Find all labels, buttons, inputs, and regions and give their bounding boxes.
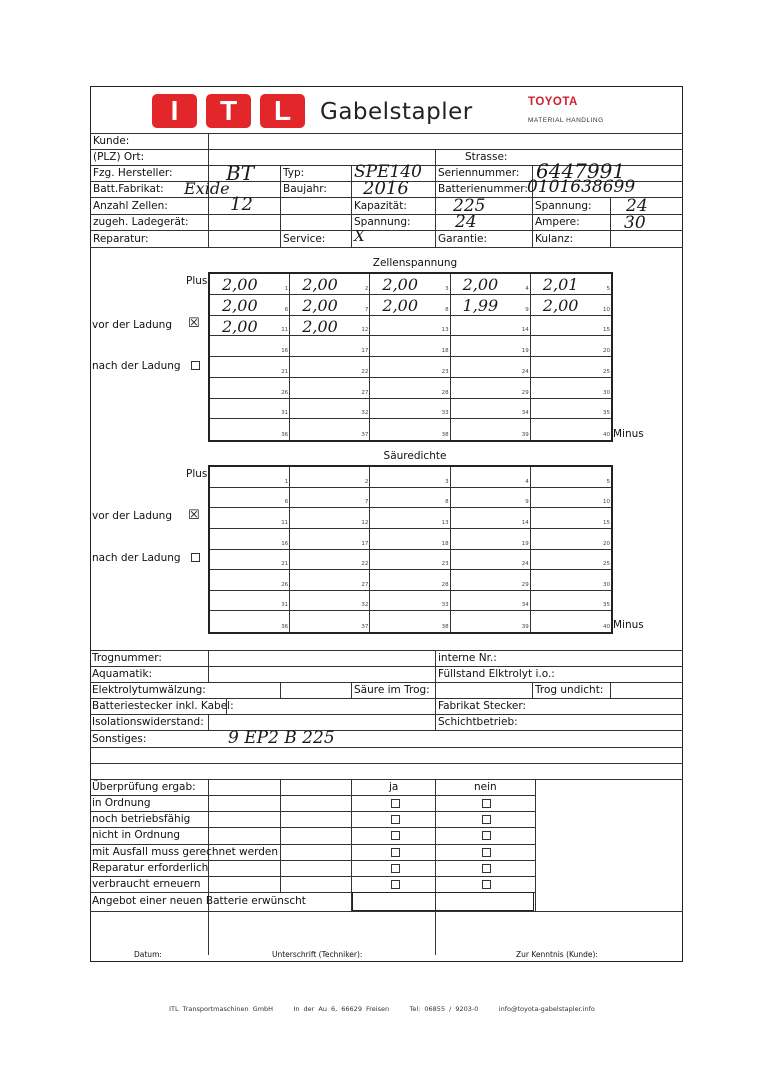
- cell-21[interactable]: [210, 357, 290, 378]
- cell-voltage-value: 2,00: [382, 275, 419, 294]
- pruefung-nein-checkbox[interactable]: [482, 831, 491, 840]
- label-baujahr: Baujahr:: [283, 183, 327, 195]
- cell-number: 17: [361, 540, 369, 547]
- cell-voltage-value: 2,00: [382, 295, 419, 315]
- cell-voltage-value: 2,00: [302, 275, 338, 294]
- cell-37[interactable]: [290, 419, 370, 440]
- cell-30[interactable]: [531, 378, 611, 399]
- cell-33[interactable]: [370, 399, 450, 420]
- cell-number: 10: [602, 499, 610, 506]
- footer-tel: Tel: 06855 / 9203-0: [409, 1005, 479, 1013]
- pruefung-ja-checkbox[interactable]: [391, 864, 400, 873]
- cell-19[interactable]: [451, 529, 531, 550]
- cell-1[interactable]: [210, 467, 290, 488]
- cell-number: 40: [602, 432, 610, 438]
- pruefung-nein-checkbox[interactable]: [482, 880, 491, 889]
- cell-number: 39: [521, 624, 529, 630]
- cell-31[interactable]: [210, 591, 290, 612]
- cell-number: 11: [281, 327, 289, 334]
- pruefung-nein-header: nein: [474, 781, 497, 793]
- cell-number: 28: [441, 389, 449, 396]
- cell-number: 37: [361, 624, 369, 630]
- cell-voltage-value: 2,00: [542, 295, 579, 315]
- cell-7[interactable]: [290, 295, 370, 316]
- cell-34[interactable]: [451, 591, 531, 612]
- label-reparatur: Reparatur:: [93, 233, 149, 245]
- cell-number: 25: [602, 368, 610, 375]
- cell-number: 12: [361, 519, 369, 526]
- sd-nach-checkbox[interactable]: [191, 553, 200, 562]
- cell-number: 38: [441, 624, 449, 630]
- label-sonstiges: Sonstiges:: [92, 733, 147, 745]
- cell-number: 9: [525, 499, 529, 506]
- cell-number: 35: [602, 602, 610, 609]
- cell-38[interactable]: [370, 611, 450, 632]
- cell-number: 4: [525, 285, 529, 292]
- cell-number: 9: [525, 306, 529, 313]
- label-typ: Typ:: [283, 167, 305, 179]
- cell-28[interactable]: [370, 378, 450, 399]
- cell-34[interactable]: [451, 399, 531, 420]
- zs-plus-label: Plus: [186, 275, 208, 287]
- cell-2[interactable]: [290, 467, 370, 488]
- cell-11[interactable]: [210, 316, 290, 337]
- cell-8[interactable]: [370, 295, 450, 316]
- cell-21[interactable]: [210, 550, 290, 571]
- label-kapazitaet: Kapazität:: [354, 200, 407, 212]
- cell-number: 18: [441, 348, 449, 354]
- cell-29[interactable]: [451, 570, 531, 591]
- cell-29[interactable]: [451, 378, 531, 399]
- label-trognummer: Trognummer:: [92, 652, 162, 664]
- label-spannung-middle: Spannung:: [354, 216, 411, 228]
- cell-voltage-value: 2,00: [222, 275, 258, 294]
- sd-plus-label: Plus: [186, 468, 208, 480]
- cell-40[interactable]: [531, 419, 611, 440]
- cell-11[interactable]: [210, 508, 290, 529]
- sd-vor-checkbox-checked[interactable]: ☒: [188, 508, 200, 523]
- label-aquamatik: Aquamatik:: [92, 668, 153, 680]
- footer-address: In der Au 6, 66629 Freisen: [293, 1005, 390, 1013]
- value-batterienummer: 0101638699: [527, 177, 636, 197]
- cell-12[interactable]: [290, 508, 370, 529]
- label-spannung-right: Spannung:: [535, 200, 592, 212]
- toyota-logo: TOYOTA: [528, 96, 578, 108]
- cell-18[interactable]: [370, 336, 450, 357]
- label-isolation: Isolationswiderstand:: [92, 716, 204, 728]
- cell-number: 21: [281, 561, 289, 568]
- value-sonstiges: 9 EP2 B 225: [228, 728, 335, 748]
- cell-number: 18: [441, 540, 449, 547]
- saeuredichte-title: Säuredichte: [383, 450, 447, 462]
- cell-number: 3: [445, 478, 449, 485]
- cell-number: 5: [606, 285, 610, 292]
- cell-number: 7: [364, 499, 369, 506]
- brand-name: Gabelstapler: [320, 99, 473, 125]
- cell-31[interactable]: [210, 399, 290, 420]
- cell-number: 2: [364, 478, 369, 485]
- cell-number: 27: [361, 389, 369, 396]
- cell-number: 30: [602, 389, 610, 396]
- saeuredichte-grid: [208, 465, 613, 634]
- pruefung-item-label: in Ordnung: [92, 797, 151, 809]
- cell-number: 28: [441, 581, 449, 588]
- cell-voltage-value: 2,00: [302, 295, 338, 315]
- cell-voltage-value: 2,00: [302, 316, 338, 336]
- cell-35[interactable]: [531, 591, 611, 612]
- cell-number: 36: [281, 624, 289, 630]
- cell-number: 17: [361, 348, 369, 354]
- logo-letter-i: I: [152, 94, 197, 128]
- pruefung-ja-header: ja: [389, 781, 399, 793]
- label-interne-nr: interne Nr.:: [438, 652, 497, 664]
- cell-10[interactable]: [531, 295, 611, 316]
- sd-nach-label: nach der Ladung: [92, 552, 181, 564]
- pruefung-item-label: verbraucht erneuern: [92, 878, 201, 890]
- cell-number: 34: [521, 602, 529, 609]
- cell-number: 6: [284, 499, 289, 506]
- cell-25[interactable]: [531, 550, 611, 571]
- cell-36[interactable]: [210, 419, 290, 440]
- cell-number: 31: [281, 410, 289, 417]
- pruefung-nein-checkbox[interactable]: [482, 815, 491, 824]
- cell-number: 23: [441, 561, 449, 568]
- cell-number: 38: [441, 432, 449, 438]
- cell-24[interactable]: [451, 357, 531, 378]
- cell-number: 20: [602, 348, 610, 354]
- cell-27[interactable]: [290, 570, 370, 591]
- label-anzahl-zellen: Anzahl Zellen:: [93, 200, 168, 212]
- value-spannung-right: 24: [626, 196, 648, 216]
- cell-14[interactable]: [451, 316, 531, 337]
- cell-7[interactable]: [290, 488, 370, 509]
- cell-number: 11: [281, 519, 289, 526]
- pruefung-ja-checkbox[interactable]: [391, 880, 400, 889]
- zellenspannung-grid: [208, 272, 613, 442]
- cell-number: 26: [281, 581, 289, 588]
- label-trog-undicht: Trog undicht:: [535, 684, 604, 696]
- cell-number: 12: [361, 327, 369, 334]
- label-plz-ort: (PLZ) Ort:: [93, 151, 145, 163]
- cell-number: 1: [284, 285, 289, 292]
- cell-number: 32: [361, 602, 369, 609]
- cell-number: 23: [441, 368, 449, 375]
- logo-letter-t: T: [206, 94, 251, 128]
- cell-number: 19: [521, 348, 529, 354]
- cell-25[interactable]: [531, 357, 611, 378]
- cell-37[interactable]: [290, 611, 370, 632]
- page-footer: [0, 1005, 764, 1013]
- cell-number: 27: [361, 581, 369, 588]
- cell-number: 33: [441, 602, 449, 609]
- cell-number: 8: [445, 499, 449, 506]
- cell-20[interactable]: [531, 529, 611, 550]
- value-typ: SPE140: [354, 162, 422, 182]
- value-baujahr: 2016: [363, 178, 409, 199]
- cell-13[interactable]: [370, 316, 450, 337]
- value-ampere: 30: [624, 213, 646, 233]
- cell-number: 6: [284, 306, 289, 313]
- pruefung-ja-checkbox[interactable]: [391, 799, 400, 808]
- cell-number: 30: [602, 581, 610, 588]
- cell-15[interactable]: [531, 508, 611, 529]
- footer-company: ITL Transportmaschinen GmbH: [169, 1005, 274, 1013]
- cell-number: 21: [281, 368, 289, 375]
- cell-voltage-value: 2,00: [222, 295, 258, 315]
- cell-23[interactable]: [370, 550, 450, 571]
- label-batterienummer: Batterienummer:: [438, 183, 528, 195]
- label-kunde: Kunde:: [93, 135, 130, 147]
- cell-number: 37: [361, 432, 369, 438]
- value-seriennummer: 6447991: [536, 159, 626, 183]
- logo-letter-l: L: [260, 94, 305, 128]
- pruefung-nein-checkbox[interactable]: [482, 864, 491, 873]
- label-seriennummer: Seriennummer:: [438, 167, 520, 179]
- cell-number: 14: [521, 327, 529, 334]
- cell-number: 34: [521, 410, 529, 417]
- cell-22[interactable]: [290, 357, 370, 378]
- cell-16[interactable]: [210, 529, 290, 550]
- cell-17[interactable]: [290, 336, 370, 357]
- cell-1[interactable]: [210, 274, 290, 295]
- sd-vor-label: vor der Ladung: [92, 510, 172, 522]
- cell-8[interactable]: [370, 488, 450, 509]
- cell-27[interactable]: [290, 378, 370, 399]
- cell-39[interactable]: [451, 611, 531, 632]
- cell-number: 3: [445, 285, 449, 292]
- cell-number: 36: [281, 432, 289, 438]
- cell-38[interactable]: [370, 419, 450, 440]
- cell-5[interactable]: [531, 467, 611, 488]
- value-service: X: [354, 227, 365, 245]
- cell-20[interactable]: [531, 336, 611, 357]
- cell-number: 7: [364, 306, 369, 313]
- pruefung-nein-checkbox[interactable]: [482, 848, 491, 857]
- pruefung-item-label: noch betriebsfähig: [92, 813, 191, 825]
- cell-number: 24: [521, 368, 529, 375]
- cell-number: 15: [602, 519, 610, 526]
- cell-28[interactable]: [370, 570, 450, 591]
- cell-number: 16: [281, 540, 289, 547]
- cell-22[interactable]: [290, 550, 370, 571]
- value-anzahl-zellen: 12: [230, 194, 253, 215]
- cell-9[interactable]: [451, 488, 531, 509]
- cell-number: 33: [441, 410, 449, 417]
- label-strasse: Strasse:: [465, 151, 508, 163]
- cell-10[interactable]: [531, 488, 611, 509]
- label-ladegeraet: zugeh. Ladegerät:: [93, 216, 189, 228]
- cell-30[interactable]: [531, 570, 611, 591]
- label-fzg-hersteller: Fzg. Hersteller:: [93, 167, 173, 179]
- cell-14[interactable]: [451, 508, 531, 529]
- pruefung-item-label: mit Ausfall muss gerechnet werden: [92, 846, 279, 858]
- cell-number: 15: [602, 327, 610, 334]
- cell-number: 29: [521, 389, 529, 396]
- angebot-label: Angebot einer neuen Batterie erwünscht: [92, 895, 306, 907]
- cell-36[interactable]: [210, 611, 290, 632]
- cell-number: 35: [602, 410, 610, 417]
- cell-voltage-value: 2,01: [542, 275, 579, 294]
- kunde-signature-label: Zur Kenntnis (Kunde):: [516, 950, 598, 959]
- cell-number: 5: [606, 478, 610, 485]
- value-kapazitaet: 225: [453, 196, 486, 216]
- cell-13[interactable]: [370, 508, 450, 529]
- label-batt-fabrikat: Batt.Fabrikat:: [93, 183, 164, 195]
- cell-number: 39: [521, 432, 529, 438]
- cell-number: 26: [281, 389, 289, 396]
- label-garantie: Garantie:: [438, 233, 488, 245]
- cell-number: 22: [361, 368, 369, 375]
- cell-number: 25: [602, 561, 610, 568]
- pruefung-ja-checkbox[interactable]: [391, 848, 400, 857]
- cell-40[interactable]: [531, 611, 611, 632]
- cell-6[interactable]: [210, 488, 290, 509]
- cell-voltage-value: 1,99: [462, 295, 499, 315]
- cell-35[interactable]: [531, 399, 611, 420]
- cell-number: 13: [441, 519, 449, 526]
- cell-23[interactable]: [370, 357, 450, 378]
- cell-15[interactable]: [531, 316, 611, 337]
- cell-number: 31: [281, 602, 289, 609]
- value-fzg-hersteller: BT: [226, 161, 255, 185]
- cell-number: 14: [521, 519, 529, 526]
- zellenspannung-title: Zellenspannung: [372, 257, 458, 269]
- cell-12[interactable]: [290, 316, 370, 337]
- label-schichtbetrieb: Schichtbetrieb:: [438, 716, 518, 728]
- zs-vor-checkbox-checked[interactable]: ☒: [188, 316, 200, 331]
- cell-number: 20: [602, 540, 610, 547]
- label-ampere: Ampere:: [535, 216, 580, 228]
- label-batteriestecker: Batteriestecker inkl. Kabel:: [92, 700, 234, 712]
- cell-number: 16: [281, 348, 289, 354]
- zs-vor-label: vor der Ladung: [92, 319, 172, 331]
- cell-2[interactable]: [290, 274, 370, 295]
- cell-number: 24: [521, 561, 529, 568]
- cell-number: 29: [521, 581, 529, 588]
- cell-32[interactable]: [290, 399, 370, 420]
- label-fuellstand: Füllstand Elktrolyt i.o.:: [438, 668, 555, 680]
- cell-number: 19: [521, 540, 529, 547]
- cell-32[interactable]: [290, 591, 370, 612]
- label-fabrikat-stecker: Fabrikat Stecker:: [438, 700, 527, 712]
- label-elektrolyt: Elektrolytumwälzung:: [92, 684, 206, 696]
- cell-3[interactable]: [370, 467, 450, 488]
- cell-3[interactable]: [370, 274, 450, 295]
- pruefung-title: Überprüfung ergab:: [92, 781, 196, 793]
- pruefung-ja-checkbox[interactable]: [391, 815, 400, 824]
- cell-19[interactable]: [451, 336, 531, 357]
- label-service: Service:: [283, 233, 326, 245]
- pruefung-nein-checkbox[interactable]: [482, 799, 491, 808]
- cell-6[interactable]: [210, 295, 290, 316]
- zs-nach-checkbox[interactable]: [191, 361, 200, 370]
- label-kulanz: Kulanz:: [535, 233, 574, 245]
- cell-33[interactable]: [370, 591, 450, 612]
- cell-number: 8: [445, 306, 449, 313]
- datum-label: Datum:: [134, 950, 162, 959]
- cell-26[interactable]: [210, 570, 290, 591]
- pruefung-ja-checkbox[interactable]: [391, 831, 400, 840]
- cell-number: 32: [361, 410, 369, 417]
- pruefung-item-label: Reparatur erforderlich: [92, 862, 209, 874]
- zs-nach-label: nach der Ladung: [92, 360, 181, 372]
- techniker-signature-label: Unterschrift (Techniker):: [272, 950, 363, 959]
- cell-18[interactable]: [370, 529, 450, 550]
- cell-9[interactable]: [451, 295, 531, 316]
- cell-4[interactable]: [451, 467, 531, 488]
- cell-number: 1: [284, 478, 289, 485]
- cell-24[interactable]: [451, 550, 531, 571]
- cell-number: 4: [525, 478, 529, 485]
- cell-number: 10: [602, 306, 610, 313]
- cell-26[interactable]: [210, 378, 290, 399]
- material-handling-text: MATERIAL HANDLING: [528, 117, 604, 124]
- sd-minus-label: Minus: [613, 619, 644, 631]
- cell-voltage-value: 2,00: [462, 275, 499, 294]
- cell-number: 40: [602, 624, 610, 630]
- cell-number: 22: [361, 561, 369, 568]
- value-batt-fabrikat: Exide: [184, 179, 230, 198]
- cell-16[interactable]: [210, 336, 290, 357]
- cell-number: 13: [441, 327, 449, 334]
- cell-5[interactable]: [531, 274, 611, 295]
- value-spannung-middle: 24: [455, 212, 477, 232]
- cell-voltage-value: 2,00: [222, 316, 258, 336]
- label-saeure-trog: Säure im Trog:: [354, 684, 430, 696]
- footer-email: info@toyota-gabelstapler.info: [498, 1005, 595, 1013]
- cell-number: 2: [364, 285, 369, 292]
- cell-39[interactable]: [451, 419, 531, 440]
- pruefung-item-label: nicht in Ordnung: [92, 829, 181, 841]
- cell-17[interactable]: [290, 529, 370, 550]
- cell-4[interactable]: [451, 274, 531, 295]
- zs-minus-label: Minus: [613, 428, 644, 440]
